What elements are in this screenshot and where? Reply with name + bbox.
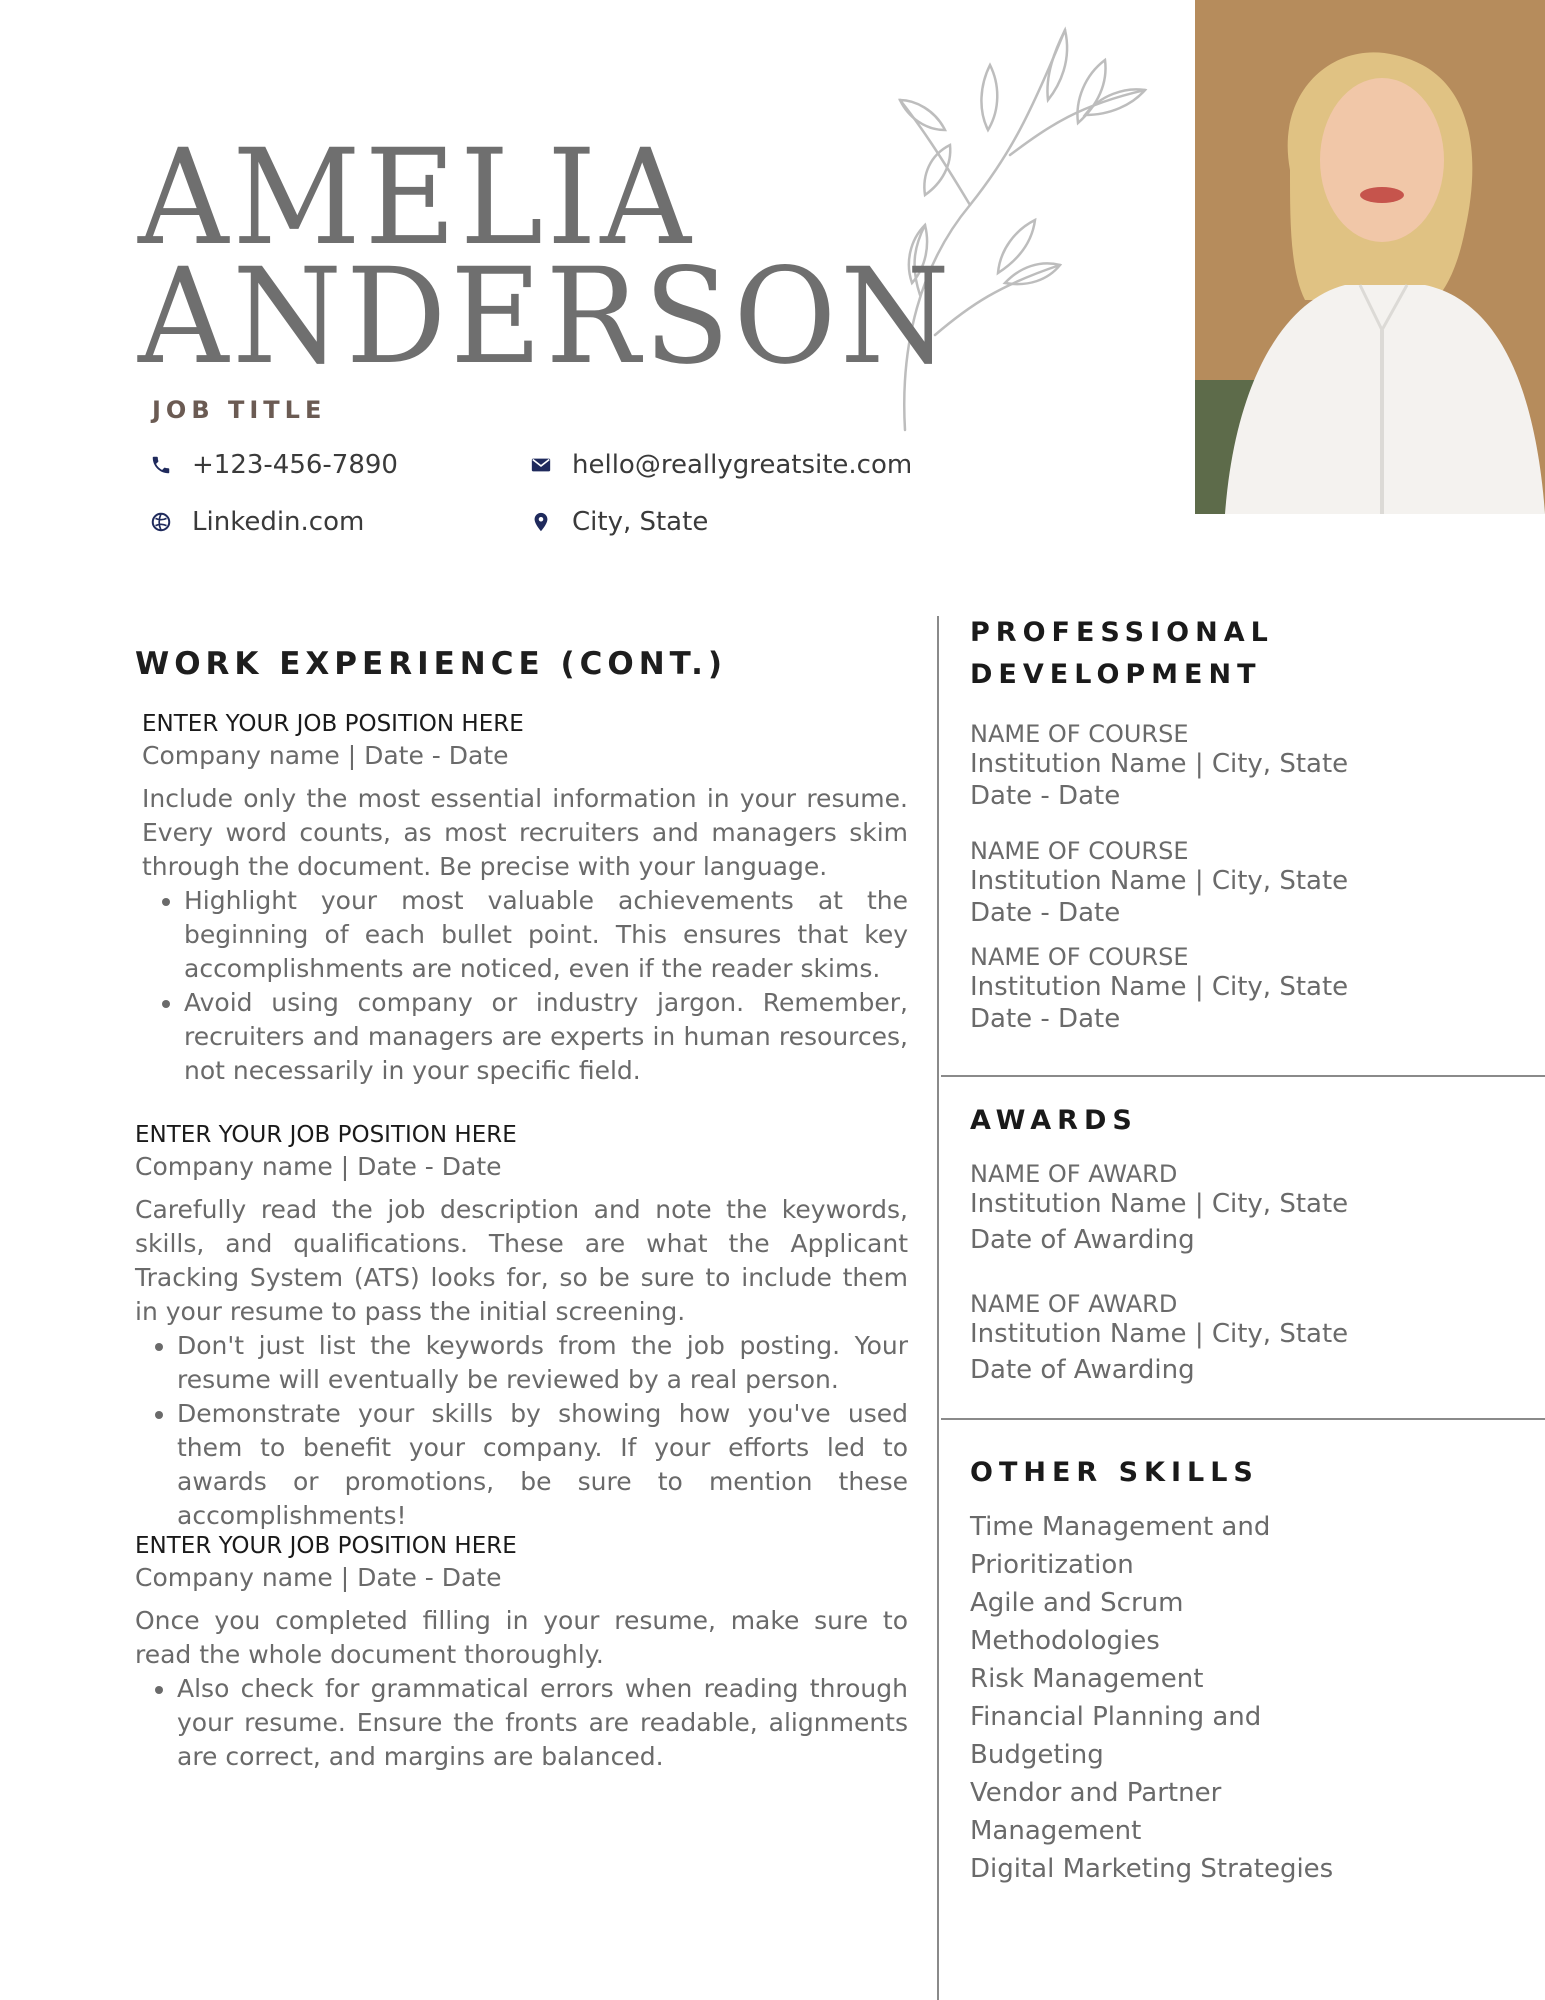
work-experience-heading: WORK EXPERIENCE (CONT.) bbox=[135, 646, 728, 682]
job-entry bbox=[135, 1530, 908, 1774]
job-description: Carefully read the job description and note the keywords, skills, and qualifications. These are what the Applicant Tracking System (ATS) looks for, so be sure to include them in your resume to pass the initial screening. bbox=[135, 1195, 908, 1326]
job-position: ENTER YOUR JOB POSITION HERE bbox=[135, 1533, 517, 1559]
list-item: Agile and Scrum bbox=[970, 1588, 1184, 1618]
profile-photo bbox=[1195, 0, 1545, 514]
linkedin-text: Linkedin.com bbox=[192, 507, 365, 537]
list-item: • Highlight your most valuable achievements at the beginning of each bullet point. This ensures that key accomplishments are noticed, even if the reader skims. bbox=[184, 884, 908, 986]
list-item: • Avoid using company or industry jargon. Remember, recruiters and managers are experts in human resources, not necessarily in your specific field. bbox=[184, 986, 908, 1088]
job-position: ENTER YOUR JOB POSITION HERE bbox=[142, 711, 524, 737]
award-date: Date of Awarding bbox=[970, 1355, 1195, 1385]
email-text: hello@reallygreatsite.com bbox=[572, 450, 913, 480]
last-name: ANDERSON bbox=[138, 240, 954, 394]
location-text: City, State bbox=[572, 507, 709, 537]
list-item: Time Management and bbox=[970, 1512, 1271, 1542]
course-institution: Institution Name | City, State bbox=[970, 972, 1349, 1002]
course-name: NAME OF COURSE bbox=[970, 837, 1189, 865]
list-item: • Don't just list the keywords from the job posting. Your resume will eventually be reviewed by a real person. bbox=[177, 1329, 908, 1397]
contact-linkedin[interactable] bbox=[150, 507, 364, 537]
location-pin-icon bbox=[530, 511, 552, 533]
award-institution: Institution Name | City, State bbox=[970, 1189, 1349, 1219]
award-entry bbox=[970, 1160, 1530, 1256]
course-entry bbox=[970, 943, 1530, 1035]
award-entry bbox=[970, 1290, 1530, 1386]
professional-development-heading bbox=[970, 612, 1274, 696]
list-item: Vendor and Partner bbox=[970, 1778, 1222, 1808]
list-item: • Also check for grammatical errors when reading through your resume. Ensure the fronts are readable, alignments are correct, and margins are balanced. bbox=[177, 1672, 908, 1774]
list-item: Prioritization bbox=[970, 1550, 1134, 1580]
list-item: Risk Management bbox=[970, 1664, 1204, 1694]
course-name: NAME OF COURSE bbox=[970, 720, 1189, 748]
list-item: Management bbox=[970, 1816, 1142, 1846]
job-bullets bbox=[135, 1672, 908, 1774]
contact-location bbox=[530, 507, 708, 537]
award-name: NAME OF AWARD bbox=[970, 1290, 1178, 1318]
job-description: Once you completed filling in your resume, make sure to read the whole document thoroughly. bbox=[135, 1606, 908, 1669]
list-item: Methodologies bbox=[970, 1626, 1160, 1656]
job-company: Company name | Date - Date bbox=[135, 1152, 502, 1181]
list-item: Digital Marketing Strategies bbox=[970, 1854, 1334, 1884]
job-position: ENTER YOUR JOB POSITION HERE bbox=[135, 1122, 517, 1148]
email-icon bbox=[530, 454, 552, 476]
award-date: Date of Awarding bbox=[970, 1225, 1195, 1255]
section-divider bbox=[941, 1418, 1545, 1420]
course-name: NAME OF COURSE bbox=[970, 943, 1189, 971]
globe-icon bbox=[150, 511, 172, 533]
job-company: Company name | Date - Date bbox=[142, 741, 509, 770]
job-bullets bbox=[135, 1329, 908, 1533]
job-entry bbox=[142, 708, 908, 1088]
list-item: Budgeting bbox=[970, 1740, 1104, 1770]
heading-line: PROFESSIONAL bbox=[970, 617, 1274, 648]
heading-line: DEVELOPMENT bbox=[970, 659, 1262, 690]
course-date: Date - Date bbox=[970, 1004, 1121, 1034]
list-item: Financial Planning and bbox=[970, 1702, 1262, 1732]
course-date: Date - Date bbox=[970, 781, 1121, 811]
section-divider bbox=[941, 1075, 1545, 1077]
job-description: Include only the most essential information in your resume. Every word counts, as most recruiters and managers skim through the document. Be precise with your language. bbox=[142, 784, 908, 881]
contact-email[interactable] bbox=[530, 450, 912, 480]
course-institution: Institution Name | City, State bbox=[970, 749, 1349, 779]
other-skills-heading: OTHER SKILLS bbox=[970, 1457, 1259, 1488]
first-name: AMELIA bbox=[138, 121, 695, 275]
column-divider bbox=[937, 616, 939, 2000]
phone-icon bbox=[150, 454, 172, 476]
course-entry bbox=[970, 720, 1530, 812]
awards-heading: AWARDS bbox=[970, 1105, 1138, 1136]
job-entry bbox=[135, 1119, 908, 1533]
contact-phone[interactable] bbox=[150, 450, 398, 480]
course-institution: Institution Name | City, State bbox=[970, 866, 1349, 896]
course-date: Date - Date bbox=[970, 898, 1121, 928]
award-name: NAME OF AWARD bbox=[970, 1160, 1178, 1188]
job-company: Company name | Date - Date bbox=[135, 1563, 502, 1592]
list-item: • Demonstrate your skills by showing how you've used them to benefit your company. If your efforts led to awards or promotions, be sure to mention these accomplishments! bbox=[177, 1397, 908, 1533]
course-entry bbox=[970, 837, 1530, 929]
award-institution: Institution Name | City, State bbox=[970, 1319, 1349, 1349]
phone-text: +123-456-7890 bbox=[192, 450, 398, 480]
job-bullets bbox=[142, 884, 908, 1088]
skills-list bbox=[970, 1508, 1530, 1888]
job-title: JOB TITLE bbox=[152, 396, 327, 424]
